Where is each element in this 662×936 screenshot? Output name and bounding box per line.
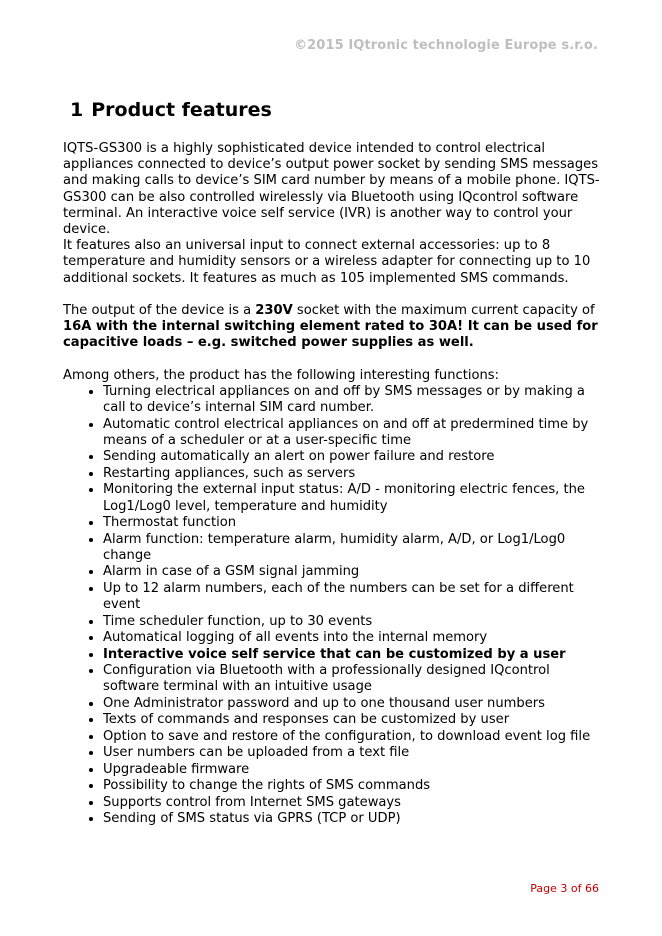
feature-item: • User numbers can be uploaded from a text file <box>103 745 603 761</box>
feature-item: • Texts of commands and responses can be customized by user <box>103 712 603 728</box>
feature-item: • Automatic control electrical appliances on and off at predermined time by means of a scheduler or at a user-specific time <box>103 417 603 449</box>
functions-intro: Among others, the product has the following interesting functions: <box>63 367 500 383</box>
section-title: Product features <box>91 99 272 121</box>
feature-item: • Up to 12 alarm numbers, each of the numbers can be set for a different event <box>103 581 603 613</box>
feature-item: • Configuration via Bluetooth with a professionally designed IQcontrol software terminal with an intuitive usage <box>103 663 603 695</box>
feature-item: • Sending of SMS status via GPRS (TCP or UDP) <box>103 811 603 827</box>
feature-item: • Supports control from Internet SMS gateways <box>103 795 603 811</box>
feature-item: • Alarm function: temperature alarm, humidity alarm, A/D, or Log1/Log0 change <box>103 532 603 564</box>
section-heading <box>70 99 272 121</box>
output-paragraph <box>63 303 603 352</box>
feature-item: • Sending automatically an alert on power failure and restore <box>103 449 603 465</box>
feature-item: • Option to save and restore of the configuration, to download event log file <box>103 729 603 745</box>
feature-item: • Upgradeable firmware <box>103 762 603 778</box>
input-paragraph: It features also an universal input to connect external accessories: up to 8 temperature and humidity sensors or a wireless adapter for connecting up to 10 additional sockets. It features as much as 105 implemented SMS commands. <box>63 238 591 286</box>
section-number: 1 <box>70 99 84 121</box>
feature-item: • Restarting appliances, such as servers <box>103 466 603 482</box>
feature-item-highlighted: • Interactive voice self service that can be customized by a user <box>103 647 603 663</box>
feature-item: • One Administrator password and up to one thousand user numbers <box>103 696 603 712</box>
output-capacity-note: 16A with the internal switching element rated to 30A! It can be used for capacitive loads – e.g. switched power supplies as well. <box>63 319 598 351</box>
feature-item: • Thermostat function <box>103 515 603 531</box>
feature-list <box>63 384 603 827</box>
output-text-1: The output of the device is a <box>63 303 256 319</box>
feature-item: • Possibility to change the rights of SMS commands <box>103 778 603 794</box>
feature-item: • Alarm in case of a GSM signal jamming <box>103 564 603 580</box>
feature-item: • Monitoring the external input status: A/D - monitoring electric fences, the Log1/Log0 level, temperature and humidity <box>103 482 603 514</box>
feature-item: • Turning electrical appliances on and off by SMS messages or by making a call to device’s internal SIM card number. <box>103 384 603 416</box>
intro-paragraph: IQTS-GS300 is a highly sophisticated device intended to control electrical appliances connected to device’s output power socket by sending SMS messages and making calls to device’s SIM card number by means of a mobile phone. IQTS-GS300 can be also controlled wirelessly via Bluetooth using IQcontrol software terminal. An interactive voice self service (IVR) is another way to control your device. <box>63 141 600 238</box>
page-number: Page 3 of 66 <box>530 882 599 895</box>
page-body <box>63 141 603 828</box>
output-voltage: 230V <box>255 303 293 319</box>
page-header: ©2015 IQtronic technologie Europe s.r.o. <box>294 38 598 53</box>
feature-item: • Time scheduler function, up to 30 events <box>103 614 603 630</box>
feature-item: • Automatical logging of all events into the internal memory <box>103 630 603 646</box>
output-text-2: socket with the maximum current capacity of <box>292 303 595 319</box>
